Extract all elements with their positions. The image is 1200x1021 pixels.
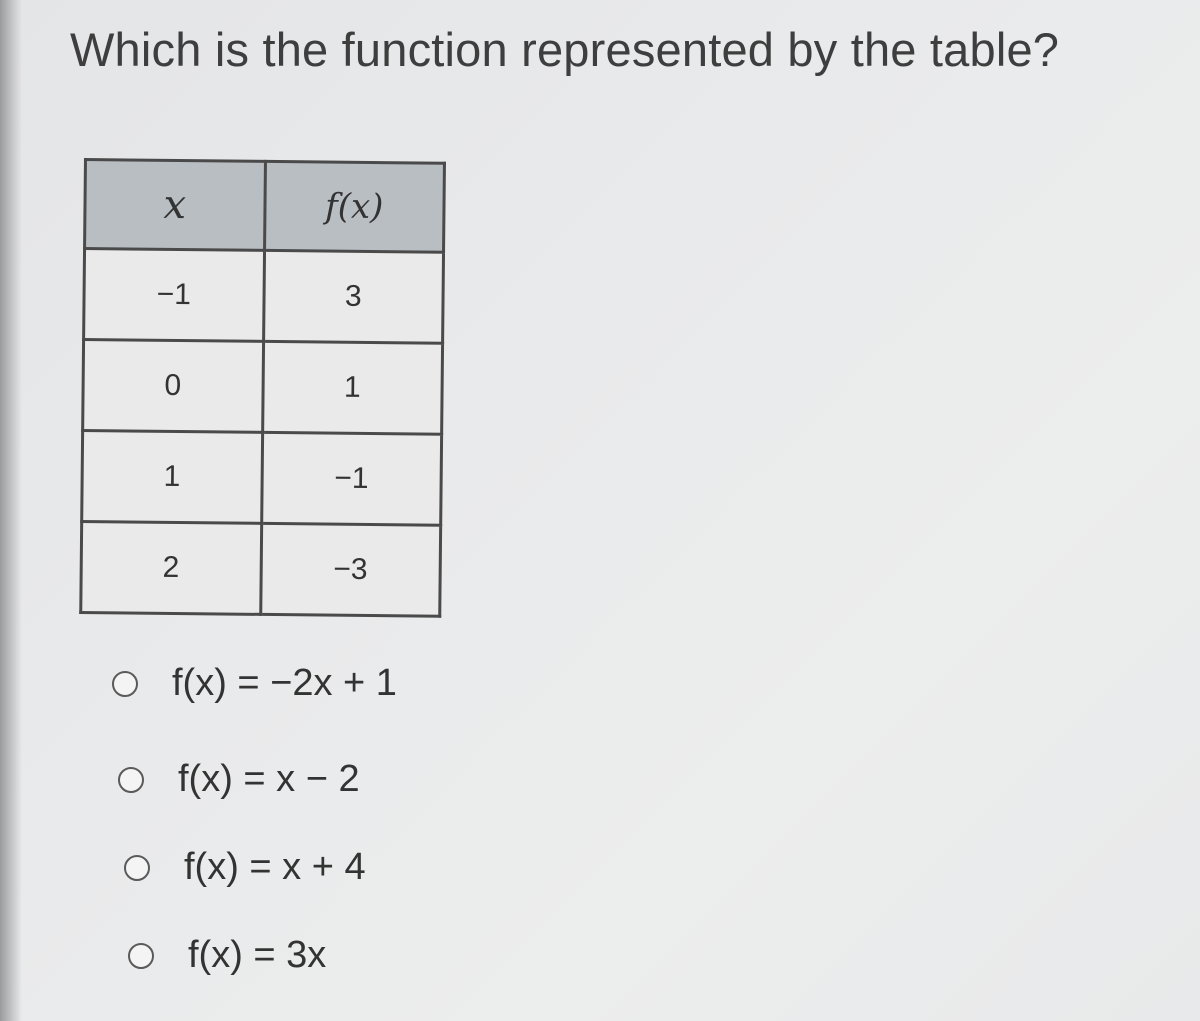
function-table xyxy=(79,158,446,618)
table-row xyxy=(81,521,441,616)
table-row xyxy=(83,340,443,435)
column-header-fx: f(x) xyxy=(264,161,444,252)
table-cell-x: 1 xyxy=(82,431,262,524)
radio-button-icon[interactable] xyxy=(124,855,150,881)
radio-button-icon[interactable] xyxy=(112,671,138,697)
answer-option-2[interactable] xyxy=(118,758,360,801)
table-cell-fx: −1 xyxy=(261,432,441,525)
table-row xyxy=(82,431,442,526)
radio-button-icon[interactable] xyxy=(118,767,144,793)
table-cell-x: −1 xyxy=(84,249,264,342)
function-table-container xyxy=(79,158,462,628)
table-row xyxy=(84,249,444,344)
radio-button-icon[interactable] xyxy=(128,943,154,969)
answer-option-label: f(x) = −2x + 1 xyxy=(172,662,397,704)
table-cell-fx: 1 xyxy=(262,341,442,434)
question-text: Which is the function represented by the table? xyxy=(70,23,1060,76)
table-cell-fx: 3 xyxy=(263,250,443,343)
column-header-x: x xyxy=(85,160,265,251)
answer-option-1[interactable] xyxy=(112,662,397,705)
answer-option-label: f(x) = x + 4 xyxy=(184,846,366,888)
answer-option-label: f(x) = 3x xyxy=(188,934,327,976)
screen-edge-shadow xyxy=(0,0,22,1021)
answer-option-label: f(x) = x − 2 xyxy=(178,758,360,800)
answer-option-3[interactable] xyxy=(124,846,366,889)
table-cell-x: 2 xyxy=(81,521,261,614)
table-cell-fx: −3 xyxy=(260,523,440,616)
table-cell-x: 0 xyxy=(83,340,263,433)
answer-option-4[interactable] xyxy=(128,934,326,977)
table-header-row xyxy=(85,160,445,253)
